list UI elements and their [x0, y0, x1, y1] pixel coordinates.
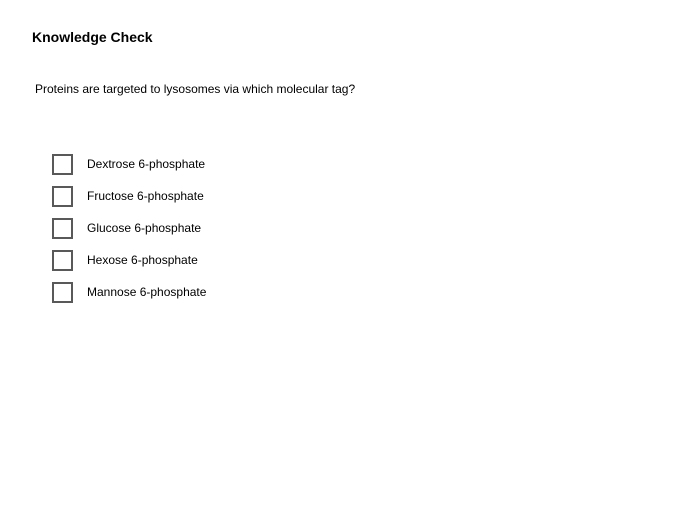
- option-glucose-6-phosphate[interactable]: [52, 218, 206, 238]
- option-label[interactable]: Mannose 6-phosphate: [87, 284, 207, 299]
- option-checkbox[interactable]: [52, 250, 73, 271]
- option-hexose-6-phosphate[interactable]: [52, 250, 206, 270]
- option-dextrose-6-phosphate[interactable]: [52, 154, 206, 174]
- option-fructose-6-phosphate[interactable]: [52, 186, 206, 206]
- option-label[interactable]: Dextrose 6-phosphate: [87, 156, 206, 171]
- answer-options-list: [52, 154, 206, 314]
- option-mannose-6-phosphate[interactable]: [52, 282, 206, 302]
- option-label[interactable]: Fructose 6-phosphate: [87, 188, 204, 203]
- option-checkbox[interactable]: [52, 154, 73, 175]
- option-checkbox[interactable]: [52, 218, 73, 239]
- option-label[interactable]: Glucose 6-phosphate: [87, 220, 202, 235]
- option-checkbox[interactable]: [52, 186, 73, 207]
- option-label[interactable]: Hexose 6-phosphate: [87, 252, 198, 267]
- question-text: Proteins are targeted to lysosomes via which molecular tag?: [35, 82, 356, 96]
- page-title: Knowledge Check: [32, 29, 153, 45]
- option-checkbox[interactable]: [52, 282, 73, 303]
